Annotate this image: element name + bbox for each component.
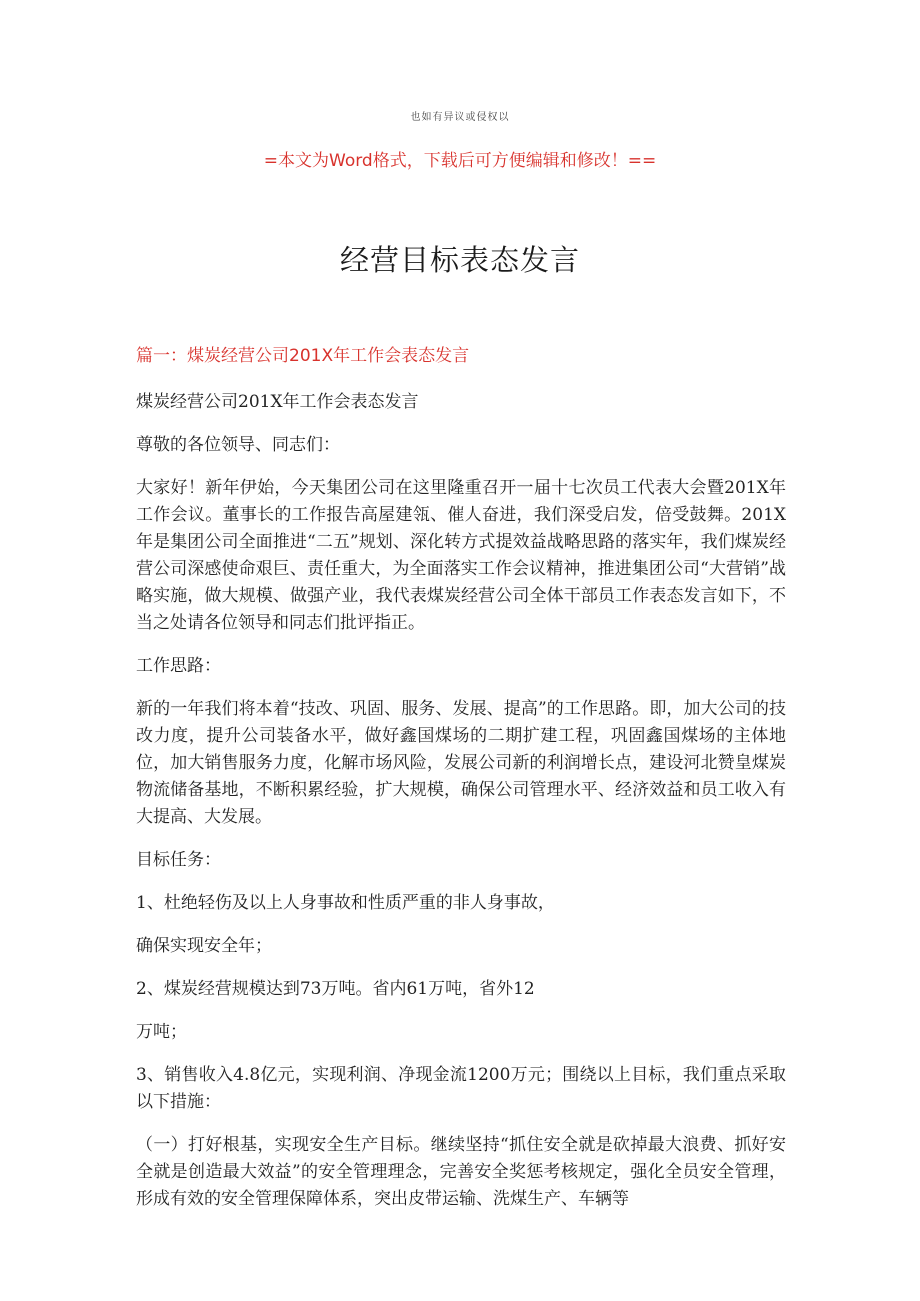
paragraph-target-1-cont: 确保实现安全年；	[136, 936, 272, 956]
document-body	[136, 343, 786, 1229]
paragraph-salutation: 尊敬的各位领导、同志们：	[136, 435, 340, 455]
document-title: 经营目标表态发言	[339, 243, 580, 277]
header-note: 也如有异议或侵权以	[410, 112, 510, 123]
paragraph-work-approach: 新的一年我们将本着“技改、巩固、服务、发展、提高”的工作思路。即，加大公司的技改力度，提升公司装备水平，做好鑫国煤场的二期扩建工程，巩固鑫国煤场的主体地位，加大销售服务力度，化解市场风险，发展公司新的利润增长点，建设河北赞皇煤炭物流储备基地，不断积累经验，扩大规模，确保公司管理水平、经济效益和员工收入有大提高、大发展。	[136, 699, 786, 827]
paragraph-target-2: 2、煤炭经营规模达到73万吨。省内61万吨，省外12	[136, 979, 535, 999]
paragraph-subtitle: 煤炭经营公司201X年工作会表态发言	[136, 392, 419, 412]
paragraph-work-approach-label: 工作思路：	[136, 656, 221, 676]
section-heading: 篇一：煤炭经营公司201X年工作会表态发言	[136, 346, 470, 366]
paragraph-target-3: 3、销售收入4.8亿元，实现利润、净现金流1200万元；围绕以上目标，我们重点采取以下措施：	[136, 1065, 786, 1112]
word-format-banner: =本文为Word格式，下载后可方便编辑和修改！==	[263, 151, 657, 171]
paragraph-targets-label: 目标任务：	[136, 850, 221, 870]
paragraph-target-1: 1、杜绝轻伤及以上人身事故和性质严重的非人身事故，	[136, 893, 555, 913]
paragraph-intro: 大家好！新年伊始，今天集团公司在这里隆重召开一届十七次员工代表大会暨201X年工作会议。董事长的工作报告高屋建瓴、催人奋进，我们深受启发，倍受鼓舞。201X年是集团公司全面推进“二五”规划、深化转方式提效益战略思路的落实年，我们煤炭经营公司深感使命艰巨、责任重大，为全面落实工作会议精神，推进集团公司“大营销”战略实施，做大规模、做强产业，我代表煤炭经营公司全体干部员工作表态发言如下，不当之处请各位领导和同志们批评指正。	[136, 478, 786, 633]
paragraph-target-2-cont: 万吨；	[136, 1022, 187, 1042]
paragraph-measure-1: （一）打好根基，实现安全生产目标。继续坚持“抓住安全就是砍掉最大浪费、抓好安全就是创造最大效益”的安全管理理念，完善安全奖惩考核规定，强化全员安全管理，形成有效的安全管理保障体系，突出皮带运输、洗煤生产、车辆等	[136, 1135, 786, 1209]
